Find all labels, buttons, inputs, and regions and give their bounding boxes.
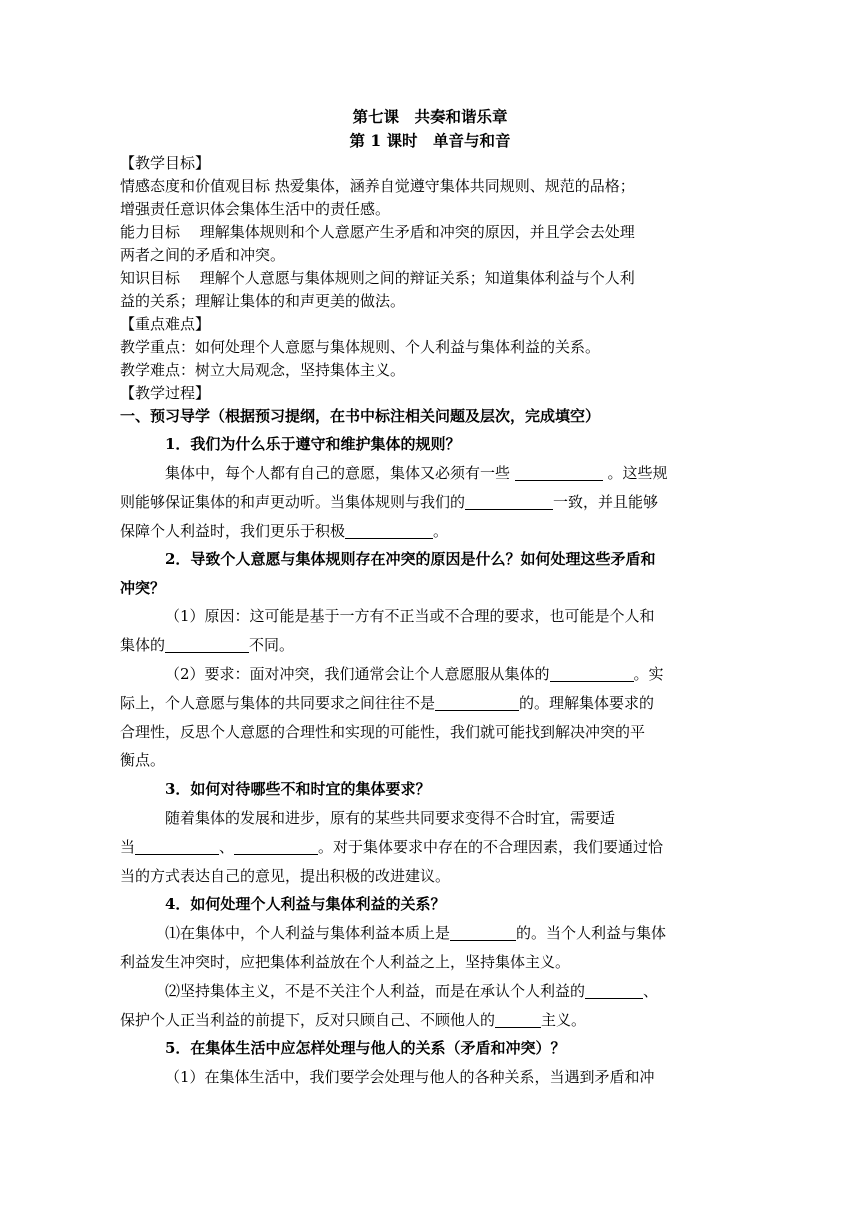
answer-line: 集体中，每个人都有自己的意愿，集体又必须有一些 。这些规 bbox=[165, 464, 668, 482]
lesson-subtitle: 第 1 课时 单音与和音 bbox=[349, 131, 511, 150]
answer-line: 保障个人利益时，我们更乐于积极 。 bbox=[120, 522, 449, 540]
fill-blank[interactable] bbox=[585, 984, 643, 999]
fill-blank[interactable] bbox=[165, 638, 249, 653]
answer-line: 利益发生冲突时，应把集体利益放在个人利益之上，坚持集体主义。 bbox=[120, 953, 571, 971]
answer-line: 际上，个人意愿与集体的共同要求之间往往不是 的。理解集体要求的 bbox=[120, 694, 655, 712]
fill-blank[interactable] bbox=[135, 840, 219, 855]
fill-blank[interactable] bbox=[550, 667, 634, 682]
fill-blank[interactable] bbox=[515, 466, 603, 481]
fill-blank[interactable] bbox=[495, 1013, 541, 1028]
fill-blank[interactable] bbox=[450, 926, 516, 941]
answer-line: （2）要求：面对冲突，我们通常会让个人意愿服从集体的 。实 bbox=[165, 665, 664, 683]
question-1: 1．我们为什么乐于遵守和维护集体的规则？ bbox=[165, 435, 461, 453]
question-5: 5．在集体生活中应怎样处理与他人的关系（矛盾和冲突）？ bbox=[165, 1039, 566, 1057]
goal-emotion-line: 情感态度和价值观目标 热爱集体，涵养自觉遵守集体共同规则、规范的品格； bbox=[120, 177, 635, 195]
answer-line: 当 、 。对于集体要求中存在的不合理因素，我们要通过恰 bbox=[120, 838, 664, 856]
answer-line: 衡点。 bbox=[120, 751, 166, 769]
teaching-focus: 教学重点：如何处理个人意愿与集体规则、个人利益与集体利益的关系。 bbox=[120, 338, 601, 356]
goal-knowledge-line: 知识目标 理解个人意愿与集体规则之间的辩证关系；知道集体利益与个人利 bbox=[120, 269, 635, 287]
answer-line: 则能够保证集体的和声更动听。当集体规则与我们的 一致，并且能够 bbox=[120, 493, 659, 511]
answer-line: ⑵坚持集体主义，不是不关注个人利益，而是在承认个人利益的 、 bbox=[165, 982, 659, 1000]
question-3: 3．如何对待哪些不和时宜的集体要求？ bbox=[165, 780, 431, 798]
goal-emotion-line: 增强责任意识体会集体生活中的责任感。 bbox=[120, 200, 391, 218]
answer-line: （1）原因：这可能是基于一方有不正当或不合理的要求，也可能是个人和 bbox=[165, 607, 655, 625]
answer-line: 保护个人正当利益的前提下，反对只顾自己、不顾他人的 主义。 bbox=[120, 1011, 587, 1029]
fill-blank[interactable] bbox=[465, 495, 553, 510]
answer-line: 合理性，反思个人意愿的合理性和实现的可能性，我们就可能找到解决冲突的平 bbox=[120, 723, 646, 741]
key-heading: 【重点难点】 bbox=[120, 315, 211, 333]
goal-ability-line: 能力目标 理解集体规则和个人意愿产生矛盾和冲突的原因，并且学会去处理 bbox=[120, 223, 635, 241]
process-heading: 【教学过程】 bbox=[120, 384, 211, 402]
fill-blank[interactable] bbox=[345, 524, 433, 539]
section-heading: 一、预习导学（根据预习提纲，在书中标注相关问题及层次，完成填空） bbox=[120, 407, 601, 425]
answer-line: 集体的 不同。 bbox=[120, 636, 295, 654]
question-4: 4．如何处理个人利益与集体利益的关系？ bbox=[165, 895, 446, 913]
lesson-title: 第七课 共奏和谐乐章 bbox=[352, 107, 508, 126]
answer-line: 当的方式表达自己的意见，提出积极的改进建议。 bbox=[120, 867, 451, 885]
teaching-difficulty: 教学难点：树立大局观念，坚持集体主义。 bbox=[120, 361, 406, 379]
answer-line: ⑴在集体中，个人利益与集体利益本质上是 的。当个人利益与集体 bbox=[165, 924, 667, 942]
fill-blank[interactable] bbox=[435, 696, 519, 711]
answer-line: 随着集体的发展和进步，原有的某些共同要求变得不合时宜，需要适 bbox=[165, 809, 616, 827]
fill-blank[interactable] bbox=[234, 840, 318, 855]
question-2: 2．导致个人意愿与集体规则存在冲突的原因是什么？如何处理这些矛盾和 bbox=[165, 550, 656, 568]
question-2-cont: 冲突？ bbox=[120, 579, 166, 597]
goal-knowledge-line: 益的关系；理解让集体的和声更美的做法。 bbox=[120, 292, 406, 310]
goals-heading: 【教学目标】 bbox=[120, 154, 211, 172]
answer-line: （1）在集体生活中，我们要学会处理与他人的各种关系，当遇到矛盾和冲 bbox=[165, 1068, 655, 1086]
goal-ability-line: 两者之间的矛盾和冲突。 bbox=[120, 246, 286, 264]
